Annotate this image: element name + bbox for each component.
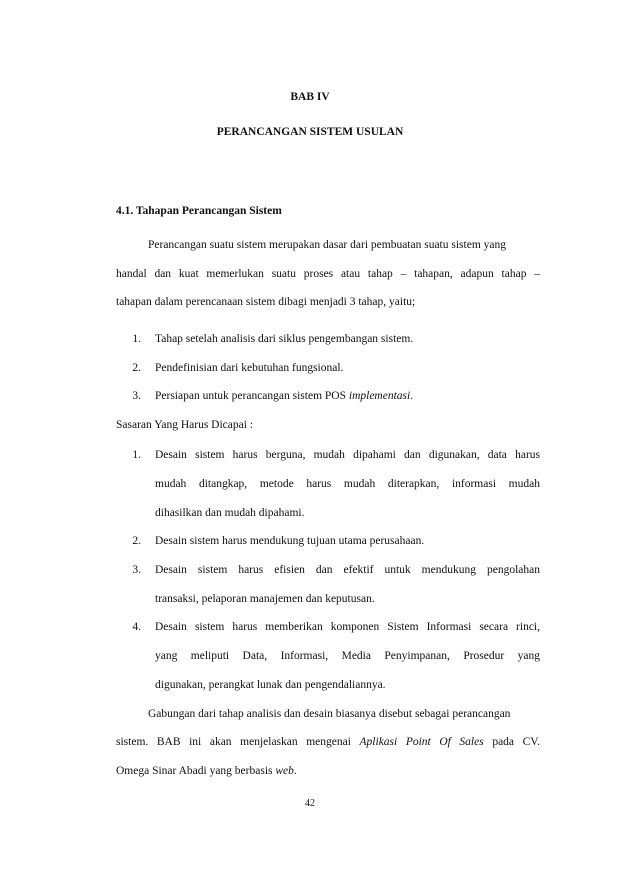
stage-text: Persiapan untuk perancangan sistem POS	[155, 390, 349, 402]
target-line: yang meliputi Data, Informasi, Media Penyimpanan, Prosedur yang	[155, 650, 540, 662]
intro-line-2: handal dan kuat memerlukan suatu proses atau tahap – tahapan, adapun tahap –	[116, 268, 540, 280]
stage-text-end: .	[410, 390, 414, 402]
closing-text: sistem. BAB ini akan menjelaskan mengenai	[116, 736, 360, 748]
closing-italic-text: Aplikasi Point Of Sales	[359, 736, 484, 748]
target-number: 2.	[132, 535, 141, 547]
target-number: 4.	[132, 621, 141, 633]
stage-item: Pendefinisian dari kebutuhan fungsional.	[155, 362, 344, 374]
target-number: 3.	[132, 564, 141, 576]
targets-heading: Sasaran Yang Harus Dicapai :	[116, 419, 254, 431]
chapter-label: BAB IV	[290, 91, 330, 103]
closing-text: Omega Sinar Abadi yang berbasis	[116, 765, 276, 777]
stage-number: 1.	[132, 333, 141, 345]
stage-italic-text: implementasi	[348, 390, 411, 402]
target-line: mudah ditangkap, metode harus mudah diterapkan, informasi mudah	[155, 478, 540, 490]
closing-line-1: Gabungan dari tahap analisis dan desain biasanya disebut sebagai perancangan	[148, 708, 511, 720]
page-number: 42	[305, 798, 315, 809]
closing-text-end: pada CV.	[483, 736, 540, 748]
closing-text-end: .	[293, 765, 297, 777]
intro-line-1: Perancangan suatu sistem merupakan dasar dari pembuatan suatu sistem yang	[148, 239, 506, 251]
target-line: digunakan, perangkat lunak dan pengendaliannya.	[155, 679, 386, 691]
target-line: Desain sistem harus efisien dan efektif untuk mendukung pengolahan	[155, 564, 540, 576]
stage-number: 2.	[132, 362, 141, 374]
closing-italic-text: web	[275, 765, 294, 777]
closing-line-2	[116, 735, 540, 749]
target-number: 1.	[132, 449, 141, 461]
stage-number: 3.	[132, 390, 141, 402]
target-line: Desain sistem harus mendukung tujuan utama perusahaan.	[155, 535, 425, 547]
target-line: Desain sistem harus memberikan komponen Sistem Informasi secara rinci,	[155, 621, 540, 633]
stage-item: Tahap setelah analisis dari siklus pengembangan sistem.	[155, 333, 414, 345]
target-line: dihasilkan dan mudah dipahami.	[155, 507, 305, 519]
intro-line-3: tahapan dalam perencanaan sistem dibagi menjadi 3 tahap, yaitu;	[116, 296, 416, 308]
target-line: transaksi, pelaporan manajemen dan keputusan.	[155, 593, 375, 605]
target-line: Desain sistem harus berguna, mudah dipahami dan digunakan, data harus	[155, 449, 540, 461]
chapter-title: PERANCANGAN SISTEM USULAN	[216, 126, 404, 138]
stage-item	[155, 389, 413, 403]
section-heading: 4.1. Tahapan Perancangan Sistem	[116, 205, 282, 217]
closing-line-3	[116, 764, 297, 778]
